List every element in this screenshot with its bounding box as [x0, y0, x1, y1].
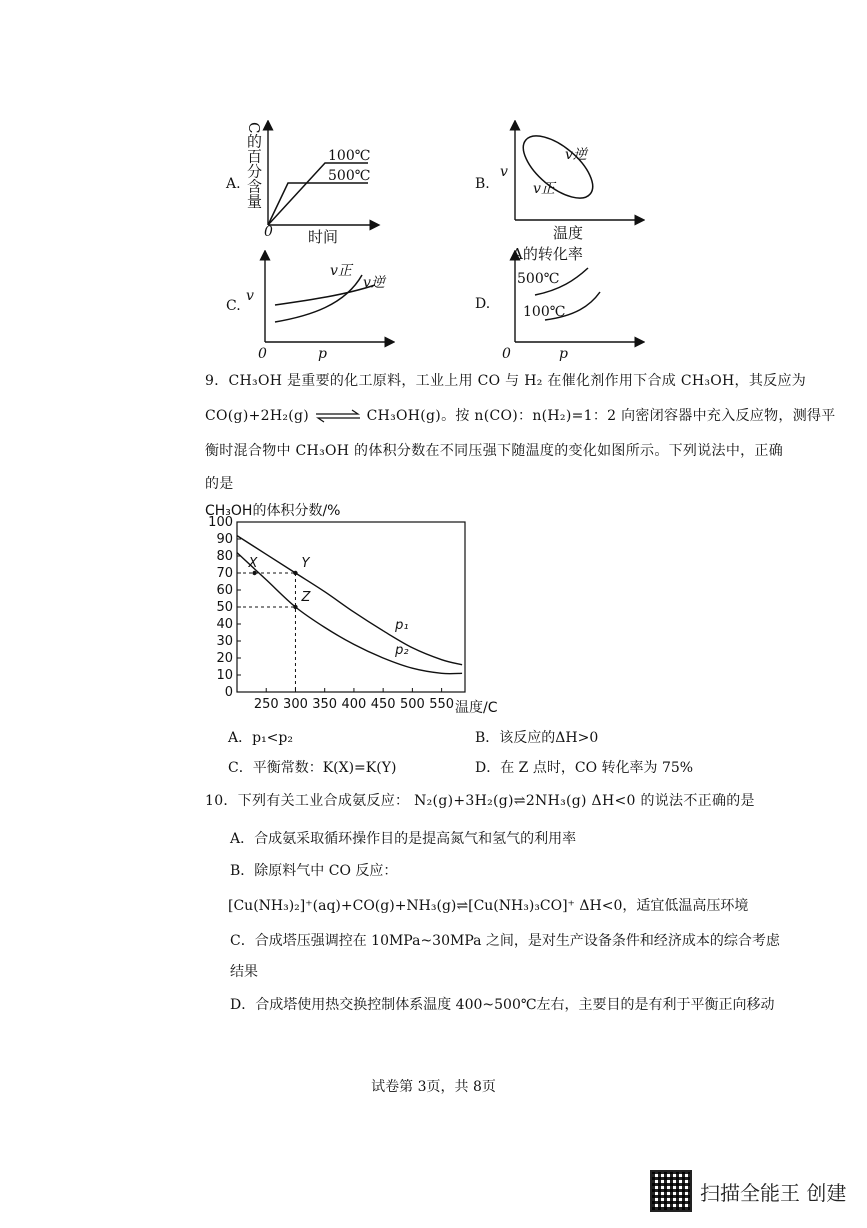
series-label-2: p₂: [395, 643, 409, 658]
q8-graph-c: [220, 250, 390, 365]
series-line-1: [237, 536, 462, 665]
origin-label: 0: [502, 346, 511, 362]
q9-line4: 的是: [205, 476, 234, 492]
x-tick-label: 250: [253, 697, 279, 712]
y-axis-label: v: [500, 164, 508, 180]
x-tick-label: 450: [370, 697, 396, 712]
q9-option-d: D．在 Z 点时，CO 转化率为 75%: [475, 760, 694, 776]
scanner-watermark: [650, 1170, 846, 1212]
curve-label-vni: v逆: [363, 275, 385, 291]
q9-option-b: B．该反应的ΔH>0: [475, 730, 599, 746]
y-tick-label: 50: [216, 600, 233, 615]
q10-option-a: A．合成氨采取循环操作目的是提高氮气和氢气的利用率: [230, 831, 577, 847]
curve-label-500: 500℃: [328, 168, 371, 184]
curve-label-100: 100℃: [328, 148, 371, 164]
q8-graph-a: [220, 120, 380, 250]
q8-graph-b: [475, 120, 645, 250]
point-Y: [293, 571, 297, 575]
q9-line1: 9．CH₃OH 是重要的化工原料，工业上用 CO 与 H₂ 在催化剂作用下合成 CH₃OH，其反应为: [205, 373, 807, 389]
q10-stem: [205, 790, 765, 810]
chart-x-label: 温度/C: [455, 700, 498, 716]
option-label: C.: [226, 298, 241, 314]
q10-option-c-line2: 结果: [230, 964, 258, 980]
point-Z: [293, 605, 297, 609]
origin-label: 0: [258, 346, 267, 362]
x-axis-label: 温度: [553, 224, 584, 242]
y-tick-label: 30: [216, 634, 233, 649]
curve-label-100: 100℃: [523, 304, 566, 320]
graph-d-axes: [500, 250, 645, 350]
q9-eq-left: CO(g)+2H₂(g): [205, 408, 310, 424]
y-axis-label: v: [246, 288, 254, 304]
equilibrium-arrow-icon: [314, 409, 362, 423]
plot-frame: [237, 522, 465, 692]
qr-code-icon: [650, 1170, 692, 1212]
q9-option-c: C．平衡常数：K(X)=K(Y): [228, 760, 397, 776]
q8-graph-d: [475, 243, 645, 365]
x-tick-label: 300: [283, 697, 308, 712]
q10-option-d: D．合成塔使用热交换控制体系温度 400~500℃左右，主要目的是有利于平衡正向移动: [230, 997, 775, 1013]
x-tick-label: 350: [312, 697, 338, 712]
option-label: D.: [475, 296, 491, 312]
curve-label-500: 500℃: [517, 271, 560, 287]
chart-title: CH₃OH的体积分数/%: [205, 503, 341, 519]
x-axis-label: p: [318, 346, 327, 362]
graph-c-axes: [250, 250, 395, 350]
x-axis-label: 时间: [308, 228, 339, 246]
series-label-1: p₁: [395, 617, 409, 633]
ch3oh-chart: [205, 512, 485, 722]
curve-label-vzheng: v正: [533, 181, 555, 197]
q9-line2: [205, 405, 836, 425]
x-tick-label: 400: [341, 697, 367, 712]
q10-option-b-equation: [Cu(NH₃)₂]⁺(aq)+CO(g)+NH₃(g)⇌[Cu(NH₃)₃CO]⁺ ΔH<0，适宜低温高压环境: [228, 898, 749, 914]
point-label-Z: Z: [301, 590, 311, 605]
y-tick-label: 60: [216, 583, 233, 598]
curve-label-vni: v逆: [565, 147, 587, 163]
q10-option-c-line1: C．合成塔压强调控在 10MPa~30MPa 之间，是对生产设备条件和经济成本的综合考虑: [230, 933, 780, 949]
y-tick-label: 70: [216, 566, 233, 581]
scanner-text: 扫描全能王 创建: [700, 1180, 847, 1205]
y-tick-label: 100: [208, 515, 233, 530]
y-axis-label: A的转化率: [512, 245, 583, 263]
y-tick-label: 10: [216, 668, 233, 683]
origin-label: 0: [264, 224, 273, 240]
option-label: B.: [475, 176, 490, 192]
y-tick-label: 20: [216, 651, 233, 666]
q9-line3: 衡时混合物中 CH₃OH 的体积分数在不同压强下随温度的变化如图所示。下列说法中，正确: [205, 443, 784, 459]
point-label-Y: Y: [301, 556, 310, 571]
y-tick-label: 40: [216, 617, 233, 632]
curve-label-vzheng: v正: [330, 263, 352, 279]
q9-option-a: A．p₁<p₂: [228, 730, 293, 746]
q10-option-b: B．除原料气中 CO 反应：: [230, 863, 398, 879]
page-footer: 试卷第 3页，共 8页: [371, 1079, 496, 1095]
y-tick-label: 90: [216, 532, 233, 547]
q10-stem-equation: N₂(g)+3H₂(g)⇌2NH₃(g) ΔH<0 的说法不正确的是: [414, 793, 755, 809]
point-label-X: X: [248, 556, 258, 571]
y-tick-label: 0: [224, 685, 233, 700]
option-label: A.: [226, 176, 241, 192]
x-tick-label: 500: [399, 697, 425, 712]
q10-stem-prefix: 10．下列有关工业合成氨反应：: [205, 793, 410, 809]
x-tick-label: 550: [429, 697, 455, 712]
x-axis-label: p: [559, 346, 568, 362]
y-tick-label: 80: [216, 549, 233, 564]
point-X: [252, 571, 256, 575]
q9-eq-right: CH₃OH(g)。按 n(CO)：n(H₂)=1：2 向密闭容器中充入反应物，测得平: [366, 408, 836, 424]
y-axis-label: C的百分含量: [245, 122, 263, 209]
